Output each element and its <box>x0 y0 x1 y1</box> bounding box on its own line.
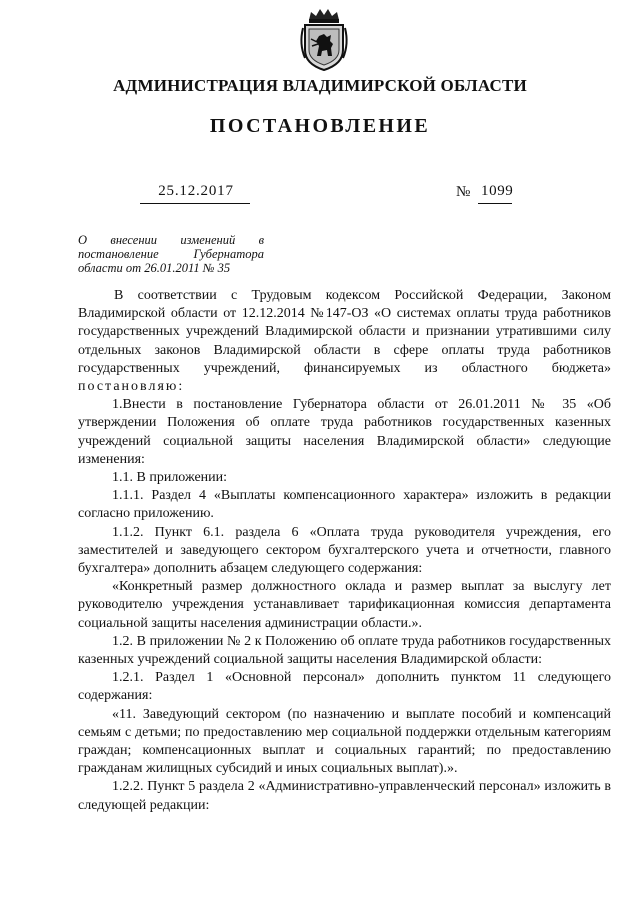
document-type-title: ПОСТАНОВЛЕНИЕ <box>209 115 431 137</box>
preamble-paragraph <box>78 287 611 396</box>
document-date: 25.12.2017 <box>158 183 234 199</box>
quoted-addition-1: «Конкретный размер должностного оклада и размер выплат за выслугу лет руководителю учреждения устанавливает тарификационная комиссия департамента социальной защиты населения администрации области.». <box>78 579 611 631</box>
organization-title: АДМИНИСТРАЦИЯ ВЛАДИМИРСКОЙ ОБЛАСТИ <box>113 76 527 95</box>
number-underline <box>478 203 512 204</box>
document-body <box>78 287 611 815</box>
paragraph-1: 1.Внести в постановление Губернатора области от 26.01.2011 № 35 «Об утверждении Положения об оплате труда работников государственных казенных учреждений социальной защиты населения Владимирской области» следующие изменения: <box>78 397 611 467</box>
decree-word: постановляю: <box>78 379 185 395</box>
paragraph-1-2-1: 1.2.1. Раздел 1 «Основной персонал» дополнить пунктом 11 следующего содержания: <box>78 670 611 704</box>
coat-of-arms-icon <box>297 6 351 72</box>
number-label: № <box>456 184 471 200</box>
date-underline <box>140 203 250 204</box>
paragraph-1-2-2: 1.2.2. Пункт 5 раздела 2 «Административно-управленческий персонал» изложить в следующей редакции: <box>78 779 611 813</box>
quoted-addition-2: «11. Заведующий сектором (по назначению и выплате пособий и компенсаций семьям с детьми; по предоставлению мер социальной поддержки отдельным категориям граждан; компенсационных выплат и социальных гарантий; по предоставлению гражданам жилищных субсидий и иных социальных выплат).». <box>78 706 611 777</box>
document-subject: О внесении изменений в постановление Губернатора области от 26.01.2011 № 35 <box>78 233 264 275</box>
preamble-text: В соответствии с Трудовым кодексом Российской Федерации, Законом Владимирской области от 12.12.2014 №147-ОЗ «О системах оплаты труда работников государственных учреждений Владимирской области и признании утратившими силу отдельных законов Владимирской области в сфере оплаты труда работников государственных учреждений, финансируемых из областного бюджета» <box>78 288 611 376</box>
paragraph-1-1: 1.1. В приложении: <box>112 470 228 486</box>
paragraph-1-1-1: 1.1.1. Раздел 4 «Выплаты компенсационного характера» изложить в редакции согласно приложению. <box>78 488 611 522</box>
paragraph-1-1-2: 1.1.2. Пункт 6.1. раздела 6 «Оплата труда руководителя учреждения, его заместителей и заведующего сектором бухгалтерского учета и отчетности, главного бухгалтера» дополнить абзацем следующего содержания: <box>78 524 611 577</box>
document-number: 1099 <box>481 183 514 199</box>
paragraph-1-2: 1.2. В приложении № 2 к Положению об оплате труда работников государственных казенных учреждений социальной защиты населения Владимирской области: <box>78 633 611 668</box>
